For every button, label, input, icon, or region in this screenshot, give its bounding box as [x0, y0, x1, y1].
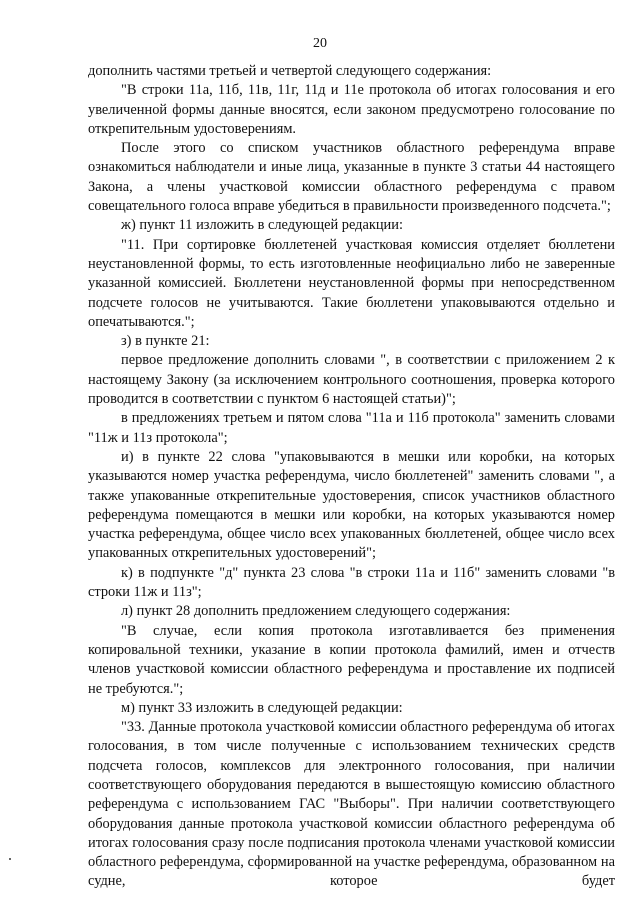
- paragraph-amendment-intro: дополнить частями третьей и четвертой следующего содержания:: [88, 63, 492, 79]
- paragraph-item-m: м) пункт 33 изложить в следующей редакции:: [121, 699, 403, 716]
- paragraph-first-sentence: первое предложение дополнить словами ", в соответствии с приложением 2 к настоящему Закону (за исключением контрольного соотношения, проверка которого проводится в соответствии с пунктом 6 настоящей статьи)";: [88, 352, 615, 408]
- paragraph-item-i: и) в пункте 22 слова "упаковываются в мешки или коробки, на которых указываются номер участка референдума, число бюллетеней" заменить словами ", а также упакованные открепительные удостоверения, список участников областного референдума помещаются в мешки или коробки, на которых указываются номер участка референдума, общее число всех упакованных бюллетеней, общее число всех упакованных открепительных удостоверений";: [88, 448, 615, 562]
- paragraph-quote-item-33: "33. Данные протокола участковой комиссии областного референдума об итогах голосования, в том числе полученные с использованием технических средств подсчета голосов, комплексов для электронного голосования, при наличии соответствующего оборудования передаются в вышестоящую комиссию областного референдума с использованием ГАС "Выборы". При наличии соответствующего оборудования данные протокола участковой комиссии областного референдума об итогах голосования сразу после подписания протокола членами участковой комиссии областного референдума, сформированной на участке референдума, образованном на судне, которое будет: [88, 719, 615, 890]
- paragraph-item-l: л) пункт 28 дополнить предложением следующего содержания:: [121, 603, 511, 620]
- paragraph-quote-copy-protocol: "В случае, если копия протокола изготавливается без применения копировальной техники, указание в копии протокола фамилий, имен и отчеств членов участковой комиссии областного референдума и проставление их подписей не требуются.";: [88, 622, 615, 697]
- paragraph-quote-lines-11: "В строки 11а, 11б, 11в, 11г, 11д и 11е протокола об итогах голосования и его увеличенной формы данные вносятся, если законом предусмотрено голосование по открепительным удостоверениям.: [88, 82, 615, 137]
- document-body: [88, 62, 615, 892]
- page-number: 20: [313, 36, 327, 51]
- scan-speck: [9, 858, 11, 860]
- paragraph-observers: После этого со списком участников областного референдума вправе ознакомиться наблюдатели и иные лица, указанные в пункте 3 статьи 44 настоящего Закона, а члены участковой комиссии областного референдума с правом совещательного голоса вправе убедиться в правильности произведенного подсчета.";: [88, 140, 615, 215]
- paragraph-quote-item-11: "11. При сортировке бюллетеней участковая комиссия отделяет бюллетени неустановленной формы, то есть изготовленные неофициально либо не заверенные указанной комиссией. Бюллетени неустановленной формы при непосредственном подсчете голосов не учитываются. Такие бюллетени упаковываются отдельно и опечатываются.";: [88, 236, 615, 330]
- paragraph-item-k: к) в подпункте "д" пункта 23 слова "в строки 11а и 11б" заменить словами "в строки 11ж и 11з";: [88, 564, 615, 601]
- paragraph-third-fifth-sentences: в предложениях третьем и пятом слова "11а и 11б протокола" заменить словами "11ж и 11з протокола";: [88, 410, 615, 446]
- paragraph-item-zh: ж) пункт 11 изложить в следующей редакции:: [121, 217, 403, 234]
- paragraph-item-z: з) в пункте 21:: [121, 333, 210, 350]
